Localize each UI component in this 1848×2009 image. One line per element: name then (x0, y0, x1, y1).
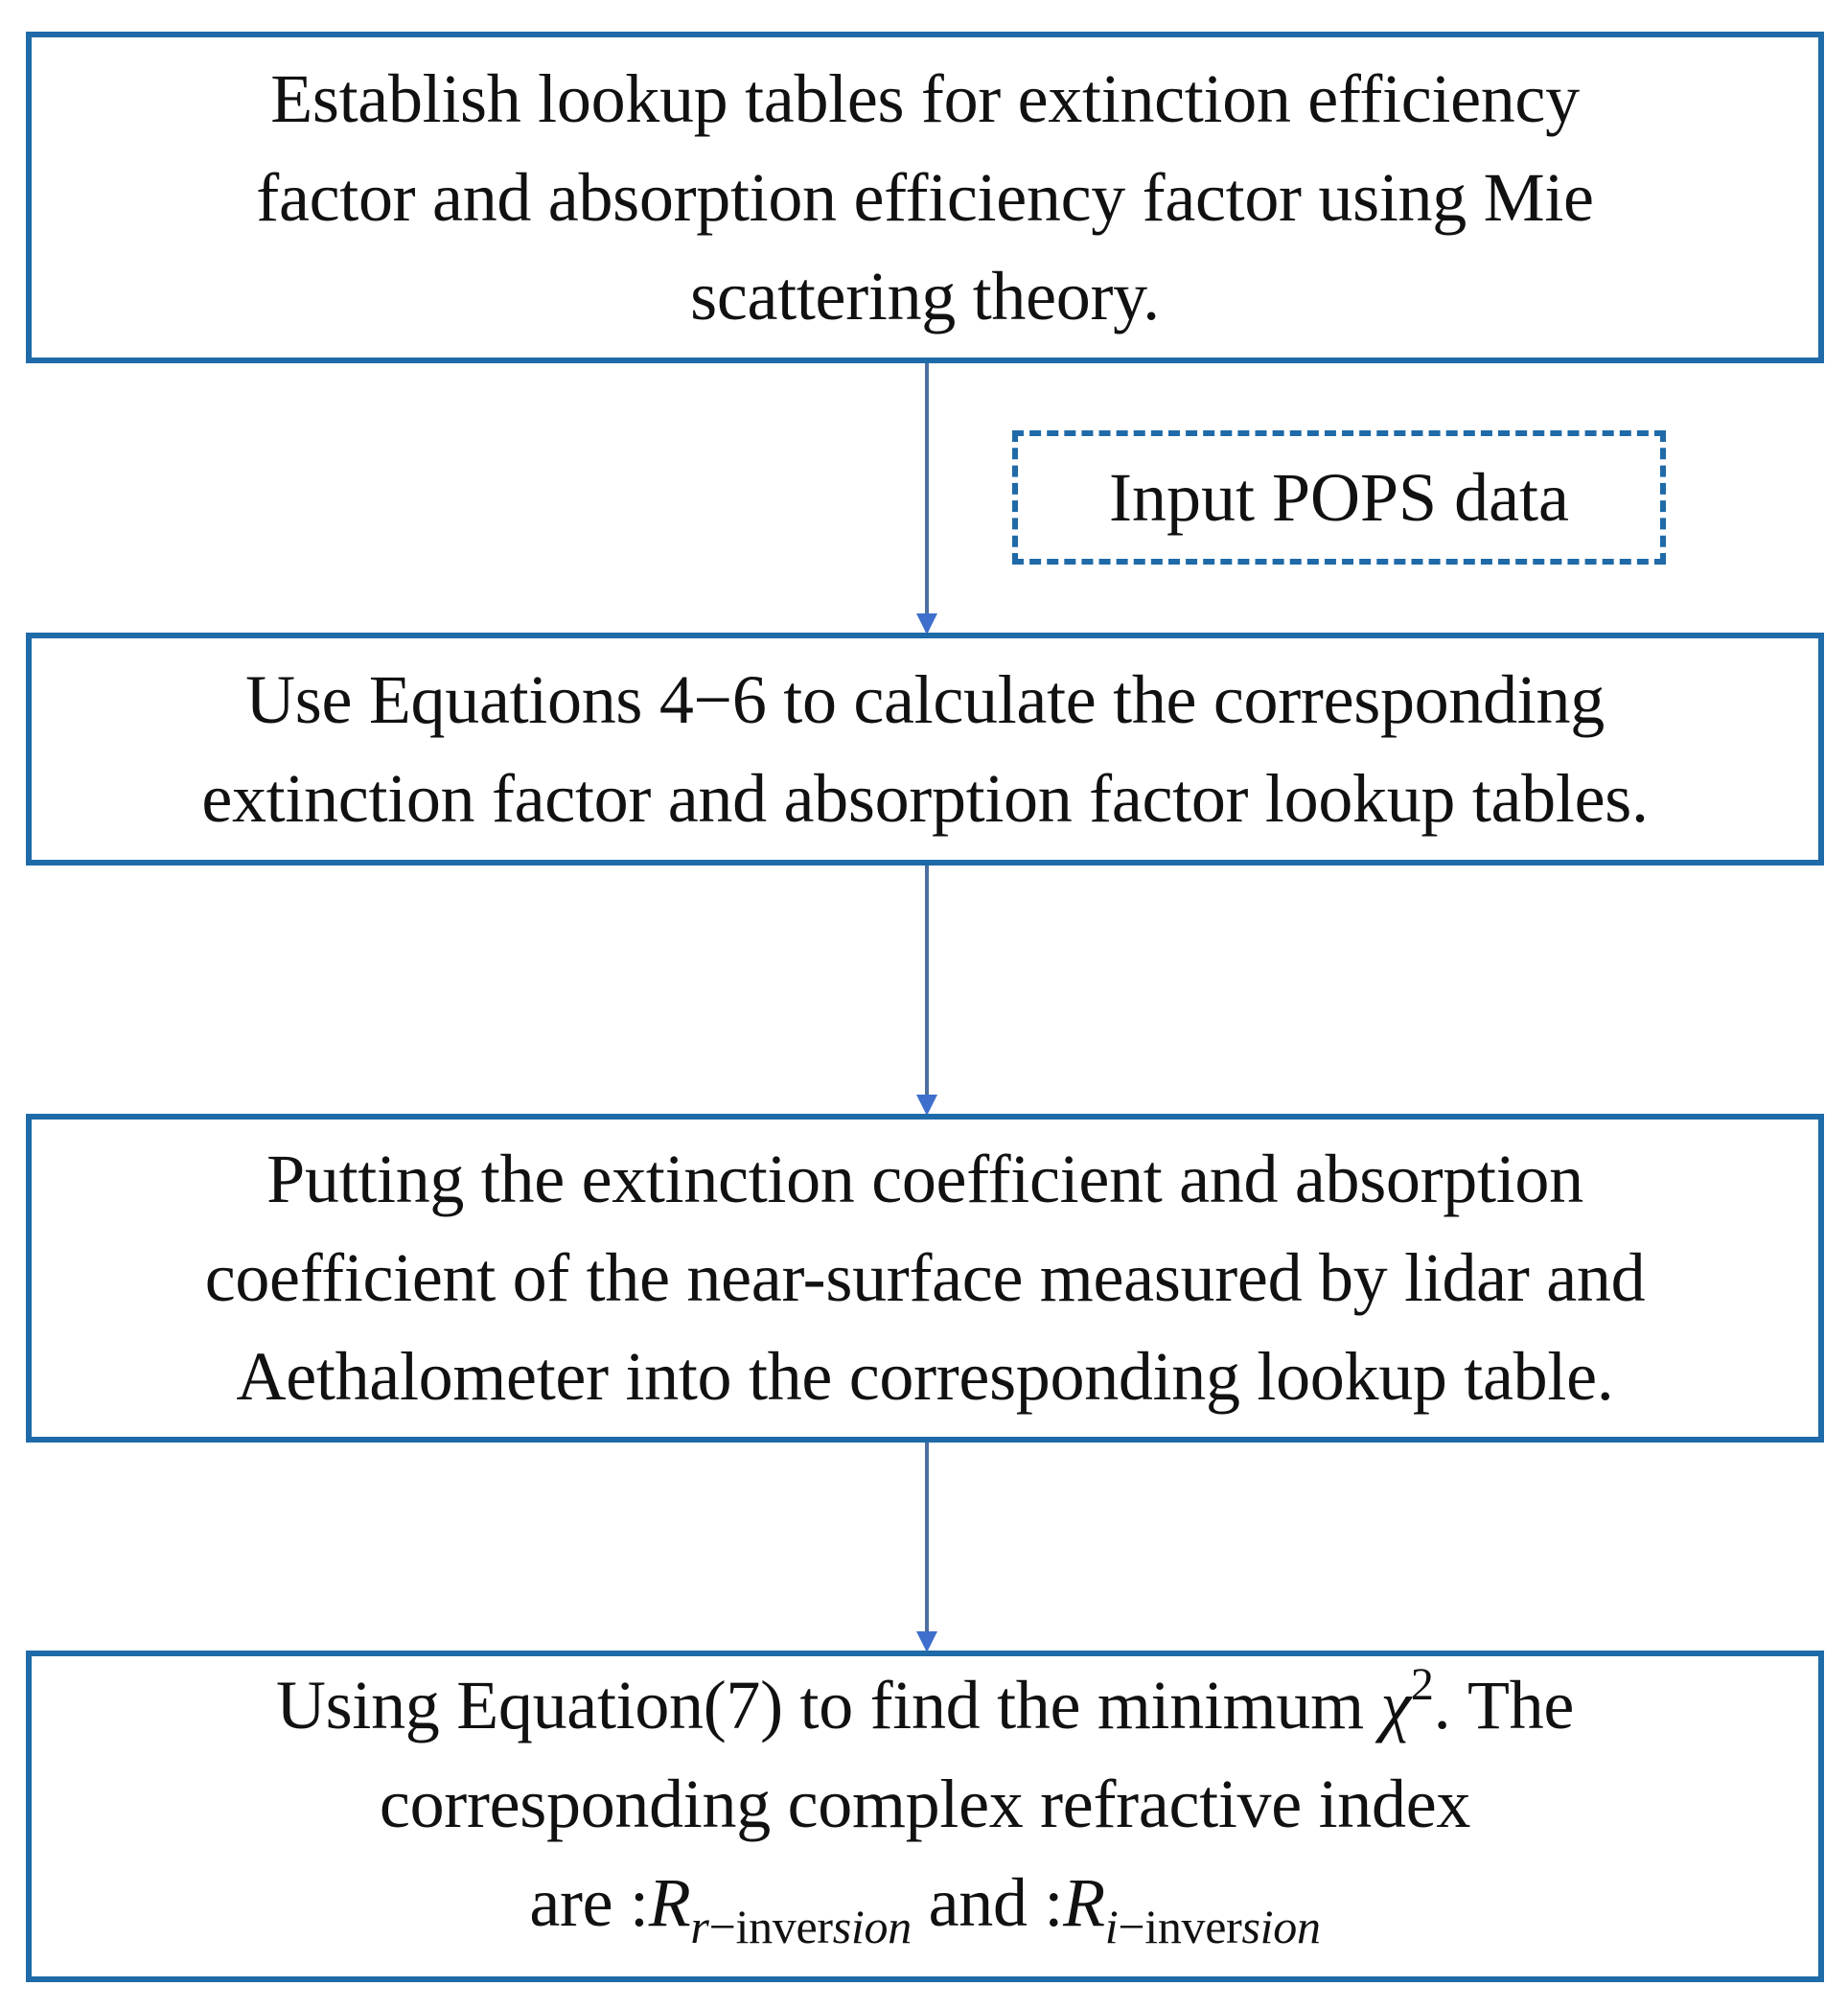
arrow-1-head-icon (916, 613, 937, 635)
arrow-1-line (925, 363, 929, 632)
step-4-box (26, 1651, 1824, 1982)
r-real-subscript: r−inversion (690, 1900, 912, 1953)
step-1-text (256, 50, 1593, 346)
chi-symbol: χ (1380, 1667, 1411, 1743)
arrow-2-line (925, 866, 929, 1100)
step-4-line-3: are $:R_{r-inversion}$ and $:R_{i-inversion}$ (529, 1864, 1321, 1953)
step-3-line-1: Putting the extinction coefficient and absorption (266, 1141, 1583, 1217)
arrow-3-line (925, 1443, 929, 1639)
chi-exponent: 2 (1410, 1659, 1434, 1710)
r-imag-symbol: R (1063, 1864, 1105, 1941)
step-1-line-1: Establish lookup tables for extinction efficiency (270, 59, 1580, 137)
step-3-line-2: coefficient of the near-surface measured by lidar and (204, 1239, 1646, 1316)
step-4-line-1: Using Equation(7) to find the minimum $\chi^2$. The (275, 1659, 1575, 1743)
step-1-line-2: factor and absorption efficiency factor using Mie (256, 158, 1594, 236)
r-imag-subscript: i−inversion (1104, 1900, 1321, 1953)
step-4-line-2: corresponding complex refractive index (379, 1766, 1471, 1842)
step-4-text (276, 1656, 1574, 1976)
step-1-line-3: scattering theory. (690, 257, 1160, 335)
step-2-line-2: extinction factor and absorption factor lookup tables. (201, 759, 1649, 837)
step-3-box (26, 1114, 1824, 1443)
arrow-3-head-icon (916, 1631, 937, 1652)
step-2-text (201, 651, 1648, 848)
step-1-box (26, 32, 1824, 363)
r-real-symbol: R (648, 1864, 691, 1941)
input-pops-data-box (1012, 430, 1666, 565)
step-3-text (205, 1130, 1646, 1426)
input-pops-data-label: Input POPS data (1108, 459, 1570, 536)
arrow-2-head-icon (916, 1095, 937, 1116)
step-3-line-3: Aethalometer into the corresponding lookup table. (236, 1338, 1614, 1415)
step-2-box (26, 633, 1824, 866)
step-2-line-1: Use Equations 4−6 to calculate the corresponding (245, 660, 1605, 738)
